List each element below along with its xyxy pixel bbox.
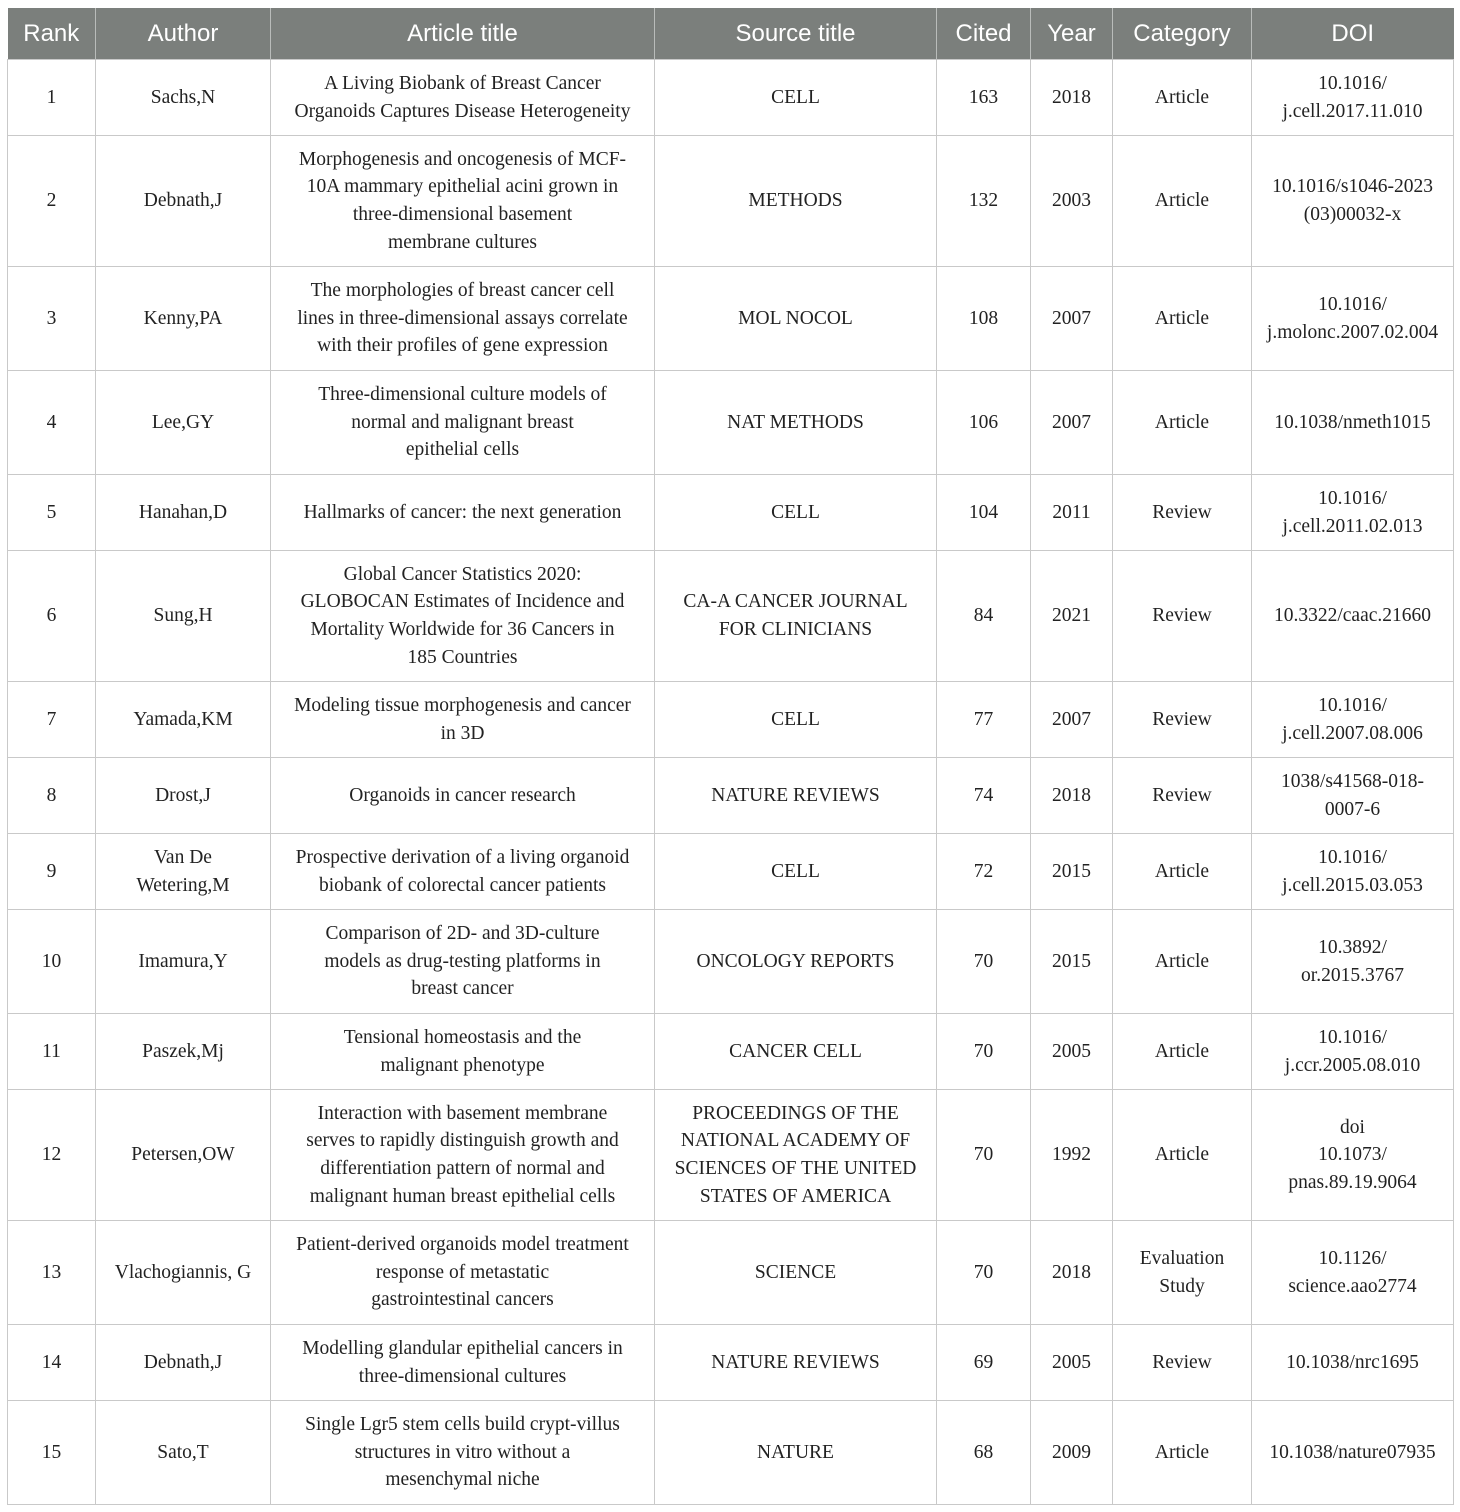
cell-rank: 13: [8, 1221, 96, 1325]
header-rank: Rank: [8, 8, 96, 60]
cell-article-title: Global Cancer Statistics 2020: GLOBOCAN Estimates of Incidence and Mortality Worldwide for 36 Cancers in 185 Countries: [271, 551, 655, 682]
cell-cited: 77: [937, 682, 1031, 758]
cell-article-title: Single Lgr5 stem cells build crypt-villus structures in vitro without a mesenchymal niche: [271, 1401, 655, 1505]
cell-cited: 70: [937, 910, 1031, 1014]
table-row: [8, 682, 1454, 758]
cell-source-title: SCIENCE: [655, 1221, 937, 1325]
cell-source-title: METHODS: [655, 136, 937, 267]
cell-cited: 106: [937, 371, 1031, 475]
header-doi: DOI: [1252, 8, 1454, 60]
cell-rank: 7: [8, 682, 96, 758]
header-source-title: Source title: [655, 8, 937, 60]
cell-source-title: CELL: [655, 475, 937, 551]
cell-year: 2018: [1031, 60, 1113, 136]
cell-rank: 9: [8, 834, 96, 910]
cell-article-title: Tensional homeostasis and the malignant phenotype: [271, 1014, 655, 1090]
cell-category: Review: [1113, 475, 1252, 551]
cell-category: Review: [1113, 1325, 1252, 1401]
table-row: [8, 1221, 1454, 1325]
cell-rank: 5: [8, 475, 96, 551]
cell-doi: doi 10.1073/ pnas.89.19.9064: [1252, 1090, 1454, 1221]
cell-article-title: Hallmarks of cancer: the next generation: [271, 475, 655, 551]
cell-category: Article: [1113, 1401, 1252, 1505]
table-body: [8, 60, 1454, 1505]
header-author: Author: [96, 8, 271, 60]
cell-article-title: Morphogenesis and oncogenesis of MCF- 10A mammary epithelial acini grown in three-dimensional basement membrane cultures: [271, 136, 655, 267]
cell-year: 2007: [1031, 682, 1113, 758]
cell-doi: 10.1016/ j.cell.2007.08.006: [1252, 682, 1454, 758]
cell-doi: 10.1016/ j.molonc.2007.02.004: [1252, 267, 1454, 371]
cell-cited: 70: [937, 1014, 1031, 1090]
cell-rank: 6: [8, 551, 96, 682]
cell-category: Article: [1113, 834, 1252, 910]
cell-author: Paszek,Mj: [96, 1014, 271, 1090]
table-row: [8, 475, 1454, 551]
cell-cited: 163: [937, 60, 1031, 136]
cell-article-title: Modeling tissue morphogenesis and cancer in 3D: [271, 682, 655, 758]
cell-author: Hanahan,D: [96, 475, 271, 551]
cell-author: Kenny,PA: [96, 267, 271, 371]
cell-rank: 10: [8, 910, 96, 1014]
cell-category: Article: [1113, 267, 1252, 371]
table-row: [8, 1325, 1454, 1401]
cell-category: Review: [1113, 682, 1252, 758]
cell-year: 1992: [1031, 1090, 1113, 1221]
table-row: [8, 1090, 1454, 1221]
table-row: [8, 1014, 1454, 1090]
cell-year: 2003: [1031, 136, 1113, 267]
cell-year: 2009: [1031, 1401, 1113, 1505]
table-row: [8, 60, 1454, 136]
cell-rank: 11: [8, 1014, 96, 1090]
cell-category: Article: [1113, 1014, 1252, 1090]
table-row: [8, 834, 1454, 910]
cell-year: 2007: [1031, 267, 1113, 371]
cell-source-title: NAT METHODS: [655, 371, 937, 475]
cell-author: Sachs,N: [96, 60, 271, 136]
cell-cited: 69: [937, 1325, 1031, 1401]
cell-rank: 4: [8, 371, 96, 475]
cell-cited: 132: [937, 136, 1031, 267]
cell-category: Article: [1113, 371, 1252, 475]
cell-source-title: NATURE: [655, 1401, 937, 1505]
header-year: Year: [1031, 8, 1113, 60]
cell-doi: 10.1016/ j.cell.2015.03.053: [1252, 834, 1454, 910]
cell-year: 2015: [1031, 834, 1113, 910]
header-article-title: Article title: [271, 8, 655, 60]
cell-doi: 10.1016/s1046-2023 (03)00032-x: [1252, 136, 1454, 267]
cell-category: Evaluation Study: [1113, 1221, 1252, 1325]
cell-author: Debnath,J: [96, 1325, 271, 1401]
cell-year: 2018: [1031, 758, 1113, 834]
cell-source-title: ONCOLOGY REPORTS: [655, 910, 937, 1014]
cell-doi: 1038/s41568-018- 0007-6: [1252, 758, 1454, 834]
cell-year: 2011: [1031, 475, 1113, 551]
cell-rank: 14: [8, 1325, 96, 1401]
cell-doi: 10.1038/nature07935: [1252, 1401, 1454, 1505]
cell-article-title: The morphologies of breast cancer cell lines in three-dimensional assays correlate with their profiles of gene expression: [271, 267, 655, 371]
cell-author: Debnath,J: [96, 136, 271, 267]
cell-cited: 74: [937, 758, 1031, 834]
cell-cited: 84: [937, 551, 1031, 682]
table-row: [8, 758, 1454, 834]
cell-article-title: Prospective derivation of a living organoid biobank of colorectal cancer patients: [271, 834, 655, 910]
cell-cited: 70: [937, 1090, 1031, 1221]
cell-author: Vlachogiannis, G: [96, 1221, 271, 1325]
cell-article-title: Organoids in cancer research: [271, 758, 655, 834]
cell-doi: 10.1016/ j.ccr.2005.08.010: [1252, 1014, 1454, 1090]
cell-source-title: CANCER CELL: [655, 1014, 937, 1090]
cell-author: Sung,H: [96, 551, 271, 682]
cell-author: Petersen,OW: [96, 1090, 271, 1221]
cell-category: Article: [1113, 1090, 1252, 1221]
cell-year: 2005: [1031, 1325, 1113, 1401]
cell-source-title: CA-A CANCER JOURNAL FOR CLINICIANS: [655, 551, 937, 682]
header-cited: Cited: [937, 8, 1031, 60]
cell-year: 2007: [1031, 371, 1113, 475]
cell-year: 2021: [1031, 551, 1113, 682]
cell-article-title: A Living Biobank of Breast Cancer Organoids Captures Disease Heterogeneity: [271, 60, 655, 136]
cell-source-title: CELL: [655, 682, 937, 758]
cell-author: Lee,GY: [96, 371, 271, 475]
table-row: [8, 551, 1454, 682]
cell-source-title: PROCEEDINGS OF THE NATIONAL ACADEMY OF SCIENCES OF THE UNITED STATES OF AMERICA: [655, 1090, 937, 1221]
table-row: [8, 910, 1454, 1014]
cell-doi: 10.3322/caac.21660: [1252, 551, 1454, 682]
cell-year: 2015: [1031, 910, 1113, 1014]
cell-cited: 104: [937, 475, 1031, 551]
cell-source-title: MOL NOCOL: [655, 267, 937, 371]
cell-source-title: CELL: [655, 834, 937, 910]
cell-author: Imamura,Y: [96, 910, 271, 1014]
cell-cited: 72: [937, 834, 1031, 910]
cell-article-title: Comparison of 2D- and 3D-culture models as drug-testing platforms in breast cancer: [271, 910, 655, 1014]
cell-category: Article: [1113, 136, 1252, 267]
cell-rank: 8: [8, 758, 96, 834]
cell-source-title: NATURE REVIEWS: [655, 1325, 937, 1401]
cell-category: Article: [1113, 60, 1252, 136]
cell-cited: 108: [937, 267, 1031, 371]
table-row: [8, 371, 1454, 475]
cell-year: 2005: [1031, 1014, 1113, 1090]
cell-article-title: Modelling glandular epithelial cancers in three-dimensional cultures: [271, 1325, 655, 1401]
cell-rank: 1: [8, 60, 96, 136]
cell-doi: 10.1016/ j.cell.2011.02.013: [1252, 475, 1454, 551]
cell-doi: 10.1016/ j.cell.2017.11.010: [1252, 60, 1454, 136]
cell-rank: 15: [8, 1401, 96, 1505]
cell-rank: 2: [8, 136, 96, 267]
citations-table: [7, 8, 1454, 1505]
header-row: [8, 8, 1454, 60]
cell-source-title: NATURE REVIEWS: [655, 758, 937, 834]
table-row: [8, 136, 1454, 267]
cell-article-title: Patient-derived organoids model treatment response of metastatic gastrointestinal cancers: [271, 1221, 655, 1325]
table-row: [8, 1401, 1454, 1505]
cell-doi: 10.1038/nmeth1015: [1252, 371, 1454, 475]
cell-doi: 10.1126/ science.aao2774: [1252, 1221, 1454, 1325]
cell-rank: 12: [8, 1090, 96, 1221]
cell-cited: 68: [937, 1401, 1031, 1505]
cell-rank: 3: [8, 267, 96, 371]
cell-category: Review: [1113, 758, 1252, 834]
cell-author: Drost,J: [96, 758, 271, 834]
cell-article-title: Interaction with basement membrane serves to rapidly distinguish growth and differentiation pattern of normal and malignant human breast epithelial cells: [271, 1090, 655, 1221]
cell-source-title: CELL: [655, 60, 937, 136]
header-category: Category: [1113, 8, 1252, 60]
cell-author: Van De Wetering,M: [96, 834, 271, 910]
table-row: [8, 267, 1454, 371]
cell-author: Sato,T: [96, 1401, 271, 1505]
cell-article-title: Three-dimensional culture models of normal and malignant breast epithelial cells: [271, 371, 655, 475]
cell-cited: 70: [937, 1221, 1031, 1325]
cell-doi: 10.3892/ or.2015.3767: [1252, 910, 1454, 1014]
cell-category: Review: [1113, 551, 1252, 682]
cell-doi: 10.1038/nrc1695: [1252, 1325, 1454, 1401]
cell-category: Article: [1113, 910, 1252, 1014]
cell-year: 2018: [1031, 1221, 1113, 1325]
cell-author: Yamada,KM: [96, 682, 271, 758]
